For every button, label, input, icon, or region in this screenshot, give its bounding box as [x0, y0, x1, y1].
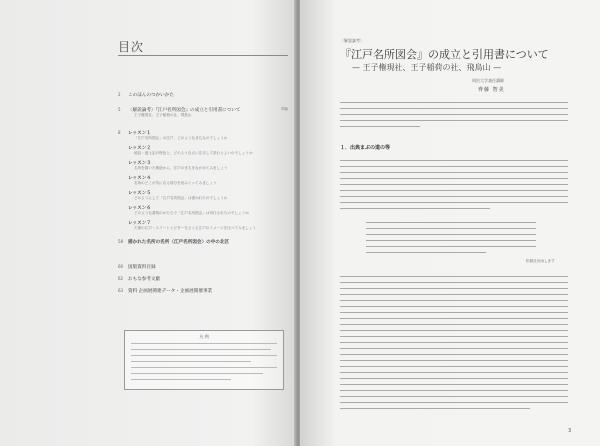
text-line [131, 355, 277, 356]
toc-entry-title: このほんのつかいかた [128, 93, 174, 98]
toc-entry-subtitle: 王子権現社、王子稲荷の社、飛鳥山 [134, 113, 192, 117]
text-line [340, 196, 568, 197]
section-heading: １．出典まぶの道の等 [340, 145, 391, 151]
toc-entry-title: 〈解説論考〉『江戸名所図会』の成立と引用書について [128, 108, 241, 113]
toc-entry-lesson[interactable] [118, 160, 288, 169]
article-kicker: 〈解説論考〉 [340, 38, 364, 43]
text-line [340, 408, 530, 409]
text-line [340, 120, 568, 121]
toc-entry-title: レッスン７ [128, 221, 151, 226]
page-number: 3 [568, 428, 572, 434]
text-line [340, 360, 568, 361]
text-line [366, 240, 536, 241]
text-line [131, 373, 263, 374]
toc-entry-title: レッスン５ [128, 191, 151, 196]
text-line [340, 342, 568, 343]
quote-citation: 松源社出雨します [526, 259, 555, 263]
toc-entry-lesson[interactable] [118, 190, 288, 199]
text-line [340, 114, 568, 115]
toc-entry-title: 資料 企画展関連データ・企画展開催事業 [128, 289, 213, 294]
toc-entry[interactable] [118, 288, 288, 297]
text-line [340, 178, 568, 179]
text-line [340, 288, 568, 289]
text-line [340, 384, 568, 385]
toc-page-number: 60 [118, 264, 124, 269]
text-line [340, 172, 568, 173]
toc-page-number: 5 [118, 107, 121, 112]
toc-entry-title: おもな参考文献 [128, 277, 161, 282]
text-line [340, 202, 568, 203]
text-line [366, 246, 536, 247]
text-line [340, 276, 568, 277]
toc-page-number: 62 [118, 276, 124, 281]
text-line [340, 330, 568, 331]
text-line [131, 379, 231, 380]
toc-entry-subtitle: 名所のどこが気になる部分を読みとってみましょう [134, 181, 217, 185]
text-line [340, 282, 568, 283]
text-line [340, 102, 568, 103]
text-line [340, 184, 568, 185]
text-line [340, 336, 568, 337]
toc-entry-title: 図版資料目録 [128, 265, 156, 270]
text-line [131, 367, 277, 368]
text-line [340, 300, 568, 301]
toc-page-number: 58 [118, 239, 124, 244]
text-line [340, 324, 568, 325]
toc-entry[interactable] [118, 276, 288, 285]
text-line [340, 208, 490, 209]
text-line [366, 222, 536, 223]
toc-page-number: 2 [118, 92, 121, 97]
author-name: 齊藤 智美 [478, 87, 505, 93]
toc-entry-title: レッスン４ [128, 176, 151, 181]
toc-entry-subtitle: 「江戸名所図会」の江戸、どのようなまちなのでしょうか [134, 136, 228, 140]
toc-entry-lesson[interactable] [118, 205, 288, 214]
toc-entry-title: レッスン２ [128, 146, 151, 151]
body-paragraph [340, 160, 568, 214]
text-line [340, 348, 568, 349]
text-line [131, 343, 277, 344]
text-line [340, 354, 568, 355]
toc-entry-lesson[interactable] [118, 130, 288, 139]
text-line [131, 349, 271, 350]
author-affiliation: 明治大学兼任講師 [472, 78, 504, 83]
toc-entry[interactable] [118, 107, 288, 116]
text-line [340, 190, 568, 191]
toc-entry[interactable] [118, 92, 288, 101]
text-line [340, 294, 568, 295]
toc-entry-subtitle: どのような書物のかたちで「江戸名所図会」は刊行されたのでしょうか [134, 211, 249, 215]
text-line [340, 126, 420, 127]
text-line [366, 234, 536, 235]
article-subtitle: — 王子権現社、王子稲荷の社、飛鳥山 — [352, 63, 502, 72]
toc-entry-lesson[interactable] [118, 175, 288, 184]
text-line [340, 108, 568, 109]
text-line [340, 390, 568, 391]
text-line [340, 318, 568, 319]
body-paragraph [340, 276, 568, 414]
notice-title: 凡 例 [199, 334, 209, 339]
text-line [340, 166, 568, 167]
toc-rule [118, 55, 288, 56]
toc-heading: 目次 [118, 40, 145, 54]
text-line [340, 372, 568, 373]
toc-entry-subtitle: どのようにして「江戸名所図会」は書かれたのでしょうか [134, 196, 228, 200]
toc-page-number: 63 [118, 288, 124, 293]
text-line [366, 228, 536, 229]
toc-entry-title: レッスン３ [128, 161, 151, 166]
toc-entry[interactable] [118, 264, 288, 273]
text-line [340, 396, 568, 397]
text-line [340, 366, 568, 367]
intro-paragraph [340, 102, 568, 132]
text-line [340, 312, 568, 313]
toc-page-number: 8 [118, 130, 121, 135]
toc-entry[interactable] [118, 239, 288, 248]
table-of-contents [118, 92, 288, 300]
toc-entry-title: レッスン６ [128, 206, 151, 211]
toc-entry-subtitle: 地誌・風土記の特色と、どのような点に注目して読むとよいのでしょうか [134, 151, 253, 155]
text-line [340, 306, 568, 307]
text-line [340, 402, 568, 403]
text-line [366, 252, 486, 253]
notice-box [124, 330, 284, 390]
quoted-passage [366, 222, 536, 258]
toc-entry-lesson[interactable] [118, 145, 288, 154]
toc-entry-subtitle: 名所を描いた挿絵から、江戸のまちをながめてみましょう [134, 166, 228, 170]
text-line [340, 378, 568, 379]
toc-entry-title: 描かれた名所の名所〈江戸名所図会〉の中の北区 [128, 240, 230, 245]
toc-entry-author: 齊藤 [280, 107, 288, 111]
toc-entry-title: レッスン１ [128, 131, 151, 136]
text-line [340, 160, 568, 161]
toc-entry-lesson[interactable] [118, 220, 288, 229]
article-title: 『江戸名所図会』の成立と引用書について [340, 48, 549, 61]
text-line [131, 361, 251, 362]
toc-entry-subtitle: 天保の江戸・スイートとビターをさぐる江戸のイメージを比べてみましょう [134, 226, 257, 230]
